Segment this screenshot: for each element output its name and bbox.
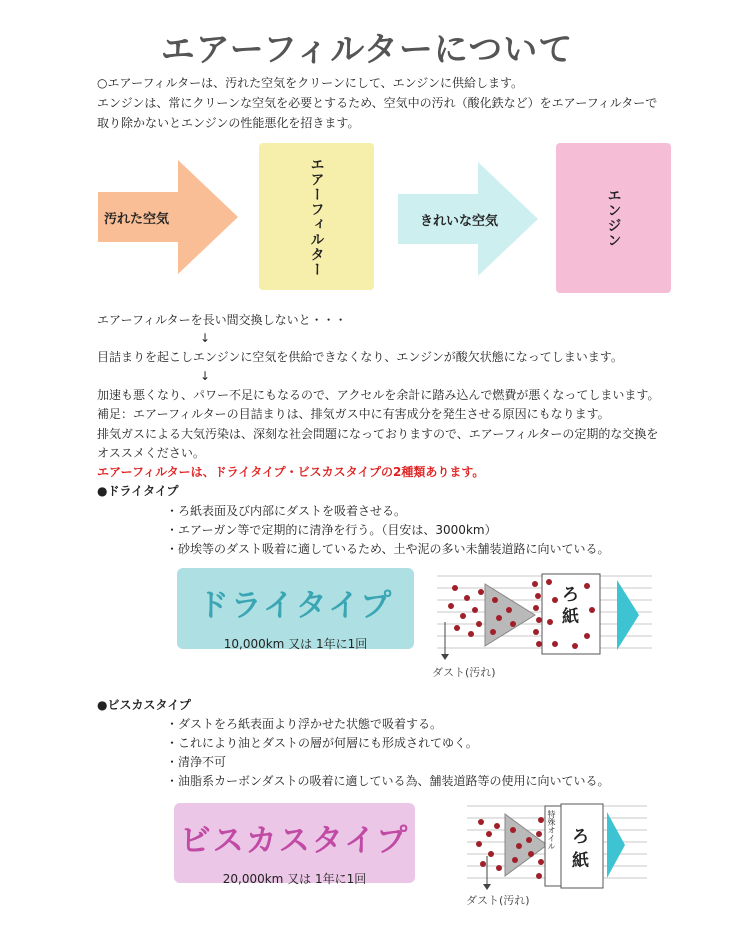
viscous-card-title: ビスカスタイプ (179, 823, 410, 859)
viscous-bullet-3: ・清浄不可 (166, 755, 227, 769)
consequence-line-2: 目詰まりを起こしエンジンに空気を供給できなくなり、エンジンが酸欠状態になってしまいます。 (97, 350, 623, 364)
dry-bullet-3: ・砂埃等のダスト吸着に適しているため、土や泥の多い未舗装道路に向いている。 (166, 542, 610, 556)
page-title: エアーフィルターについて (160, 30, 574, 70)
dry-type-heading: ●ドライタイプ (97, 484, 179, 498)
two-types-note: エアーフィルターは、ドライタイプ・ビスカスタイプの2種類あります。 (97, 465, 485, 479)
viscous-filter-diagram (467, 800, 647, 900)
viscous-oil-label: 特殊オイル (547, 810, 556, 850)
dry-paper-char-2: 紙 (562, 607, 579, 627)
intro-line-2: エンジンは、常にクリーンな空気を必要とするため、空気中の汚れ（酸化鉄など）をエアーフィルターで (97, 96, 658, 110)
dry-dust-label: ダスト(汚れ) (432, 666, 496, 679)
viscous-paper-char-1: ろ (572, 827, 589, 847)
viscous-bullet-4: ・油脂系カーボンダストの吸着に適している為、舗装道路等の使用に向いている。 (166, 774, 610, 788)
dry-card-title: ドライタイプ (197, 588, 394, 624)
engine-label: エンジン (605, 188, 622, 248)
viscous-type-card (174, 803, 415, 886)
consequence-line-3: 加速も悪くなり、パワー不足にもなるので、アクセルを余計に踏み込んで燃費が悪くなってしまいます。 (97, 388, 660, 402)
air-filter-label: エアーフィルター (308, 156, 325, 277)
consequence-line-4: 補足：エアーフィルターの目詰まりは、排気ガス中に有害成分を発生させる原因にもなります。 (97, 407, 610, 421)
viscous-dust-label: ダスト(汚れ) (466, 894, 530, 907)
dry-card-interval: 10,000km 又は 1年に1回 (223, 637, 368, 651)
viscous-type-heading: ●ビスカスタイプ (97, 698, 191, 712)
dry-type-card (177, 568, 414, 649)
viscous-bullet-2: ・これにより油とダストの層が何層にも形成されてゆく。 (166, 736, 478, 750)
consequence-line-6: オススメください。 (97, 446, 205, 460)
down-arrow-2: ↓ (200, 369, 211, 383)
air-filter-box (259, 143, 374, 290)
viscous-paper-char-2: 紙 (572, 851, 589, 871)
dirty-air-label: 汚れた空気 (104, 212, 170, 227)
dry-bullet-2: ・エアーガン等で定期的に清浄を行う。（目安は、3000km） (166, 523, 497, 537)
dry-bullet-1: ・ろ紙表面及び内部にダストを吸着させる。 (166, 504, 407, 518)
viscous-card-interval: 20,000km 又は 1年に1回 (222, 872, 367, 886)
down-arrow-1: ↓ (200, 331, 211, 345)
viscous-bullet-1: ・ダストをろ紙表面より浮かせた状態で吸着する。 (166, 717, 443, 731)
consequence-line-1: エアーフィルターを長い間交換しないと・・・ (97, 313, 347, 327)
engine-box (556, 143, 671, 293)
intro-line-1: ○エアーフィルターは、汚れた空気をクリーンにして、エンジンに供給します。 (97, 76, 524, 90)
intro-line-3: 取り除かないとエンジンの性能悪化を招きます。 (97, 116, 360, 130)
consequence-line-5: 排気ガスによる大気汚染は、深刻な社会問題になっておりますので、エアーフィルターの定期的な交換を (97, 427, 659, 441)
dry-paper-char-1: ろ (562, 585, 579, 605)
clean-air-label: きれいな空気 (420, 214, 499, 229)
